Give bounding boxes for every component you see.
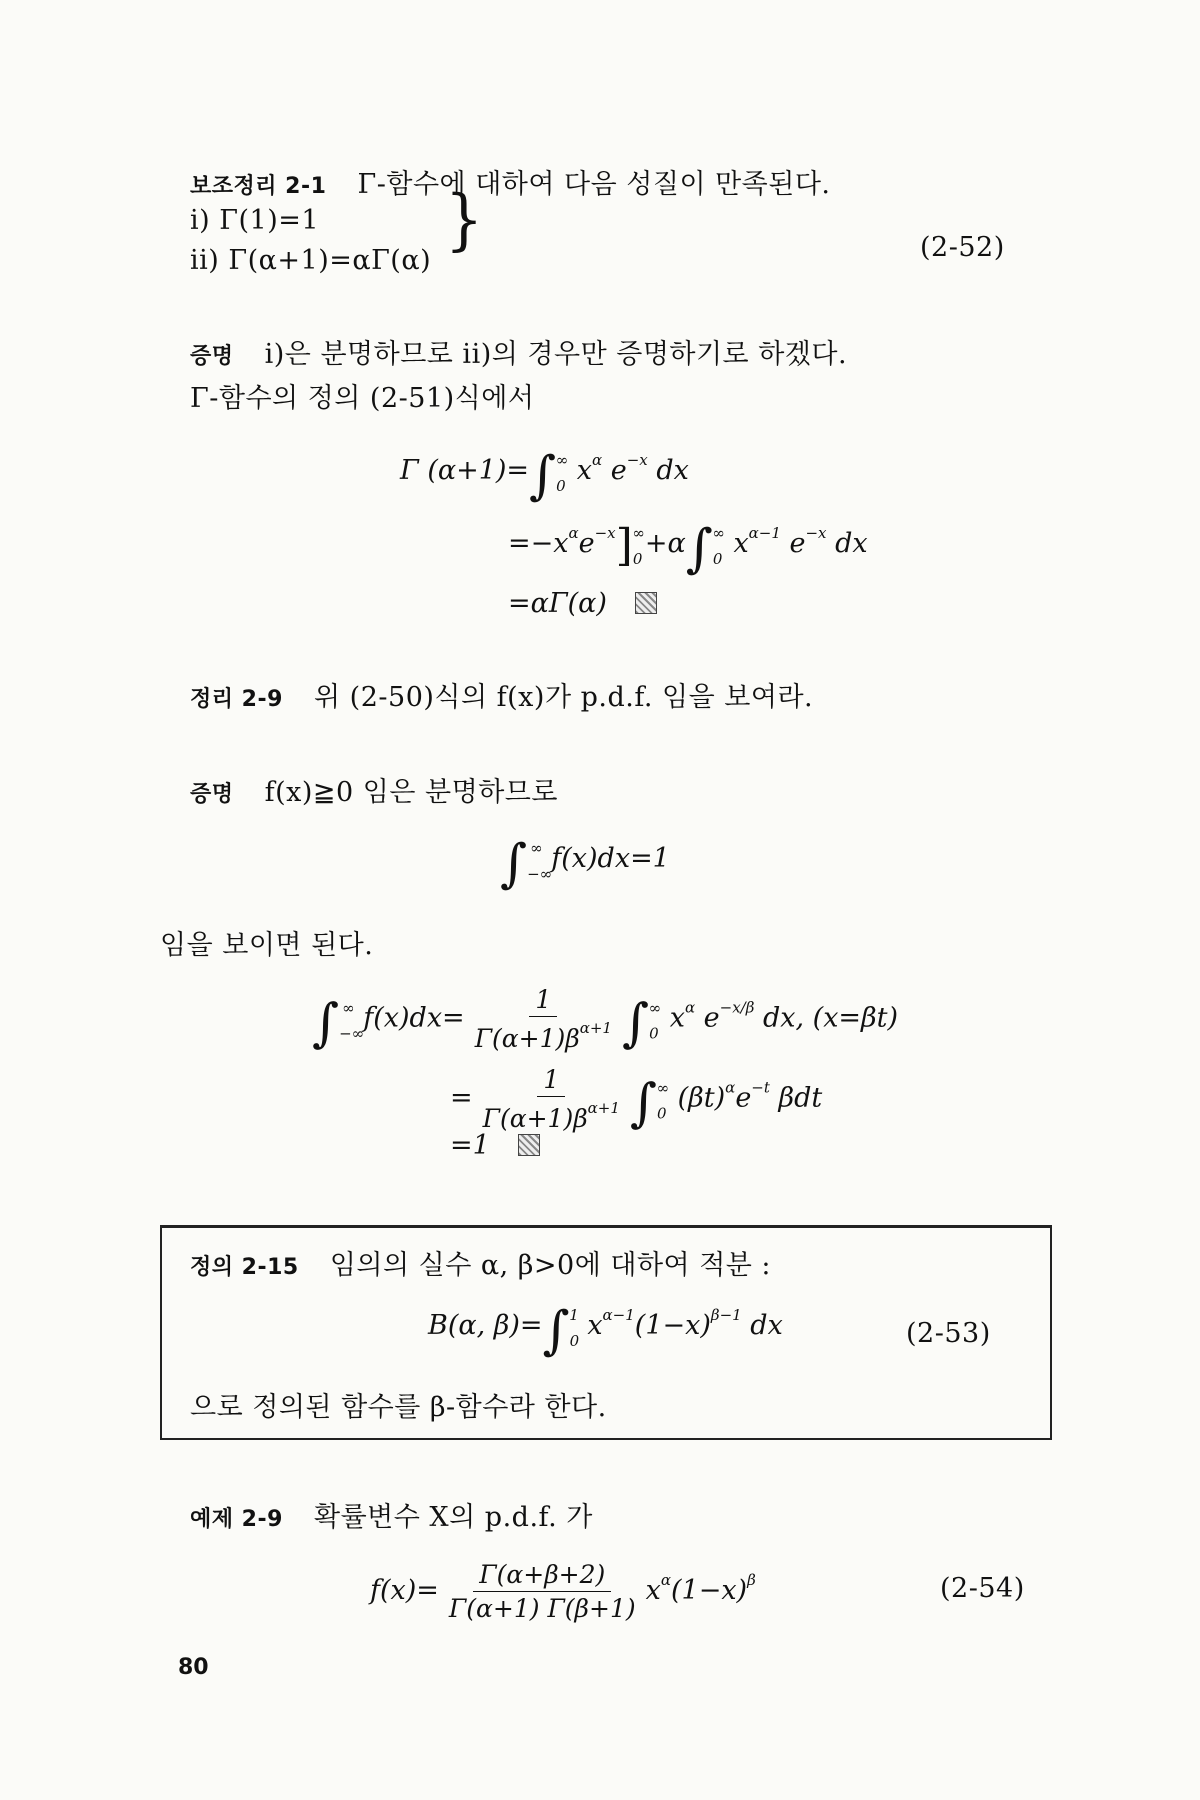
- proof2-line2: 임을 보이면 된다.: [160, 930, 374, 961]
- proof1-equation-1: Γ $(\alpha+1)=\int_0^\infty$ $x^\alpha$ $e^{-x}$ dx: [400, 446, 689, 506]
- proof2-line1: [190, 770, 558, 809]
- example-equation: f(x)= $\frac{\Gamma(\alpha+\beta+2)}{\Gamma(\alpha+1) \Gamma(\beta+1)}$ $x^\alpha(1-x)^\beta$: [370, 1560, 756, 1623]
- lemma-item-1: i) Γ(1)=1: [190, 205, 320, 236]
- proof1-equation-2: $=-x^\alpha e^{-x}]_0^\infty+\alpha\int_0^\infty$ $x^{\alpha-1}$ $e^{-x}$ dx: [508, 519, 868, 579]
- example-label: 예제 2-9: [190, 1507, 283, 1532]
- definition-heading: [190, 1243, 771, 1282]
- definition-eq-lhs: B(α, β)=: [428, 1310, 543, 1341]
- qed-symbol: [518, 1134, 540, 1156]
- proof2-text: f(x)≧0 임은 분명하므로: [264, 777, 558, 808]
- proof1-line2: Γ-함수의 정의 (2-51)식에서: [190, 383, 535, 414]
- lemma-statement: Γ-함수에 대하여 다음 성질이 만족된다.: [357, 169, 831, 200]
- definition-closing: 으로 정의된 함수를 β-함수라 한다.: [190, 1392, 607, 1423]
- proof1-text: i)은 분명하므로 ii)의 경우만 증명하기로 하겠다.: [264, 339, 848, 370]
- brace-symbol: }: [445, 181, 484, 259]
- example-fraction: [443, 1560, 642, 1623]
- theorem-heading: [190, 675, 813, 714]
- definition-label: 정의 2-15: [190, 1255, 299, 1280]
- example-eq-rhs: x: [645, 1575, 661, 1606]
- proof2-equation-2: = $\frac{1}{\Gamma(\alpha+1)\beta^{\alpha+1}}$ $\int_0^\infty$ $(\beta t)^\alpha e^{-t}$ βdt: [450, 1065, 823, 1134]
- eq2-lhs: =−x: [508, 528, 569, 559]
- equation-number-2-52: (2-52): [920, 232, 1005, 263]
- proof1-line1: [190, 332, 847, 371]
- lemma-heading: [190, 162, 831, 201]
- proof1-label: 증명: [190, 344, 234, 369]
- substitution-note: (x=βt): [812, 1002, 899, 1034]
- lemma-label: 보조정리 2-1: [190, 174, 327, 199]
- equation-number-2-53: (2-53): [906, 1318, 991, 1349]
- proof2-equation-3: [450, 1130, 540, 1161]
- proof2-equation-1: $\int_{-\infty}^\infty$ f(x)dx= $\frac{1}{\Gamma(\alpha+1)\beta^{\alpha+1}}$ $\int_0^\infty$ $x^\alpha$ $e^{-x/\beta}$ dx, (x=βt): [312, 985, 899, 1054]
- example-eq-lhs: f(x)=: [370, 1575, 439, 1606]
- theorem-label: 정리 2-9: [190, 687, 283, 712]
- example-statement: 확률변수 X의 p.d.f. 가: [314, 1502, 593, 1533]
- equation-number-2-54: (2-54): [940, 1573, 1025, 1604]
- eq1-lhs: Γ (α+1)=: [400, 455, 530, 486]
- proof2-integral: $\int_{-\infty}^\infty$ f(x)dx=1: [500, 834, 670, 894]
- example-heading: [190, 1495, 593, 1534]
- proof2-label: 증명: [190, 782, 234, 807]
- fraction: $\frac{1}{\Gamma(\alpha+1)\beta^{\alpha+1}}$: [474, 985, 612, 1053]
- eq1-rhs: x: [576, 455, 593, 486]
- proof1-equation-3: [508, 588, 657, 619]
- fraction-numerator: 1: [529, 985, 557, 1017]
- page-number: 80: [178, 1655, 209, 1680]
- integral-body: f(x)dx=1: [551, 843, 670, 874]
- fraction-denominator: Γ(α+1)β: [474, 1024, 580, 1053]
- definition-statement: 임의의 실수 α, β>0에 대하여 적분 :: [329, 1250, 772, 1281]
- proof2-result: =1: [450, 1130, 490, 1161]
- example-fraction-numerator: Γ(α+β+2): [473, 1560, 611, 1592]
- eq3: =αΓ(α): [508, 588, 607, 619]
- integral-sign: ∫: [529, 446, 557, 506]
- example-fraction-denominator: Γ(α+1) Γ(β+1): [448, 1594, 636, 1623]
- definition-equation: B(α, $\beta)=\int_0^1$ $x^{\alpha-1}(1-x)^{\beta-1}$ dx: [428, 1301, 783, 1361]
- qed-symbol: [635, 592, 657, 614]
- lemma-item-2: ii) Γ(α+1)=αΓ(α): [190, 245, 432, 276]
- theorem-statement: 위 (2-50)식의 f(x)가 p.d.f. 임을 보여라.: [314, 682, 814, 713]
- integral-sign: ∫: [500, 834, 528, 894]
